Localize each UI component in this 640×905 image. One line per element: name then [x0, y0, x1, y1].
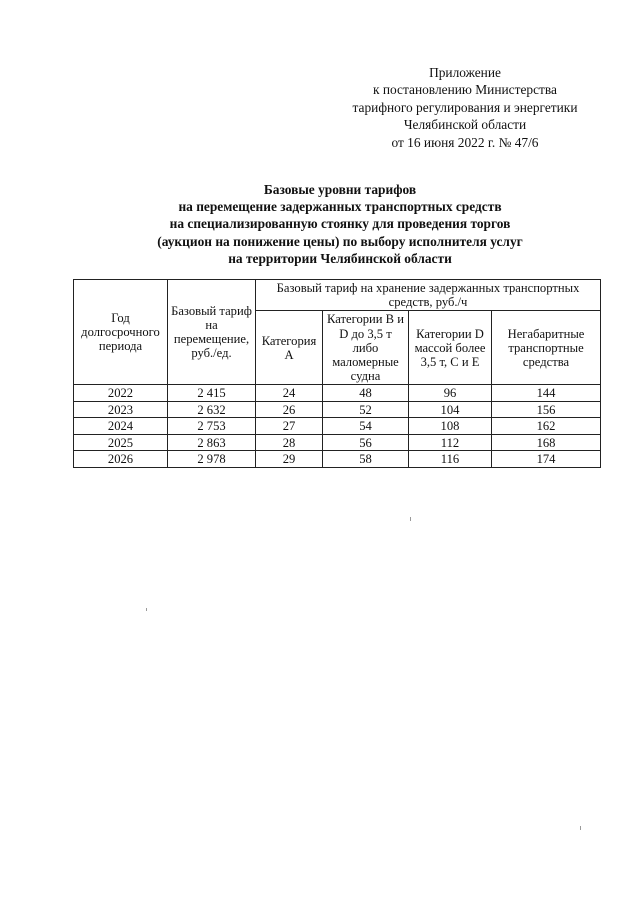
header-oversize: Негабаритные транспортные средства — [492, 311, 601, 385]
annex-line: тарифного регулирования и энергетики — [352, 99, 578, 115]
header-storage-tariff: Базовый тариф на хранение задержанных транспортных средств, руб./ч — [256, 280, 601, 311]
cell-cat-bd: 54 — [323, 418, 409, 435]
cell-cat-a: 24 — [256, 385, 323, 402]
annex-line: Челябинской области — [403, 117, 527, 133]
header-category-b-d: Категории В и D до 3,5 т либо маломерные судна — [323, 311, 409, 385]
cell-cat-bd: 58 — [323, 451, 409, 468]
annex-line: Приложение — [429, 65, 501, 80]
cell-year: 2022 — [74, 385, 168, 402]
cell-oversize: 156 — [492, 401, 601, 418]
cell-move: 2 415 — [168, 385, 256, 402]
cell-cat-bd: 48 — [323, 385, 409, 402]
cell-move: 2 978 — [168, 451, 256, 468]
document-title — [90, 181, 590, 267]
cell-cat-a: 29 — [256, 451, 323, 468]
cell-oversize: 144 — [492, 385, 601, 402]
scan-speck — [580, 826, 581, 830]
tariff-table — [73, 279, 601, 468]
annex-block — [330, 64, 600, 151]
cell-cat-dce: 116 — [409, 451, 492, 468]
cell-cat-a: 28 — [256, 434, 323, 451]
annex-line: к постановлению Министерства — [373, 82, 557, 98]
table-row — [74, 418, 601, 435]
table-row — [74, 434, 601, 451]
table-row — [74, 451, 601, 468]
cell-move: 2 753 — [168, 418, 256, 435]
title-line: на перемещение задержанных транспортных средств — [178, 199, 502, 215]
title-line: (аукцион на понижение цены) по выбору исполнителя услуг — [157, 233, 523, 249]
cell-cat-dce: 112 — [409, 434, 492, 451]
annex-line: от 16 июня 2022 г. № 47/6 — [391, 134, 539, 150]
cell-move: 2 863 — [168, 434, 256, 451]
table-row — [74, 385, 601, 402]
cell-year: 2024 — [74, 418, 168, 435]
title-line: на территории Челябинской области — [228, 250, 452, 266]
cell-year: 2023 — [74, 401, 168, 418]
scan-speck — [146, 608, 147, 611]
cell-cat-dce: 96 — [409, 385, 492, 402]
cell-move: 2 632 — [168, 401, 256, 418]
table-row — [74, 401, 601, 418]
cell-oversize: 162 — [492, 418, 601, 435]
cell-cat-dce: 104 — [409, 401, 492, 418]
header-move-tariff: Базовый тариф на перемещение, руб./ед. — [168, 280, 256, 385]
header-year: Год долгосрочного периода — [74, 280, 168, 385]
title-line: Базовые уровни тарифов — [263, 182, 417, 197]
scan-speck — [410, 517, 411, 521]
cell-oversize: 174 — [492, 451, 601, 468]
cell-cat-bd: 52 — [323, 401, 409, 418]
header-category-d-c-e: Категории D массой более 3,5 т, С и Е — [409, 311, 492, 385]
cell-year: 2026 — [74, 451, 168, 468]
header-category-a: Категория А — [256, 311, 323, 385]
cell-cat-dce: 108 — [409, 418, 492, 435]
cell-oversize: 168 — [492, 434, 601, 451]
cell-year: 2025 — [74, 434, 168, 451]
cell-cat-a: 27 — [256, 418, 323, 435]
cell-cat-bd: 56 — [323, 434, 409, 451]
cell-cat-a: 26 — [256, 401, 323, 418]
title-line: на специализированную стоянку для проведения торгов — [169, 216, 511, 232]
